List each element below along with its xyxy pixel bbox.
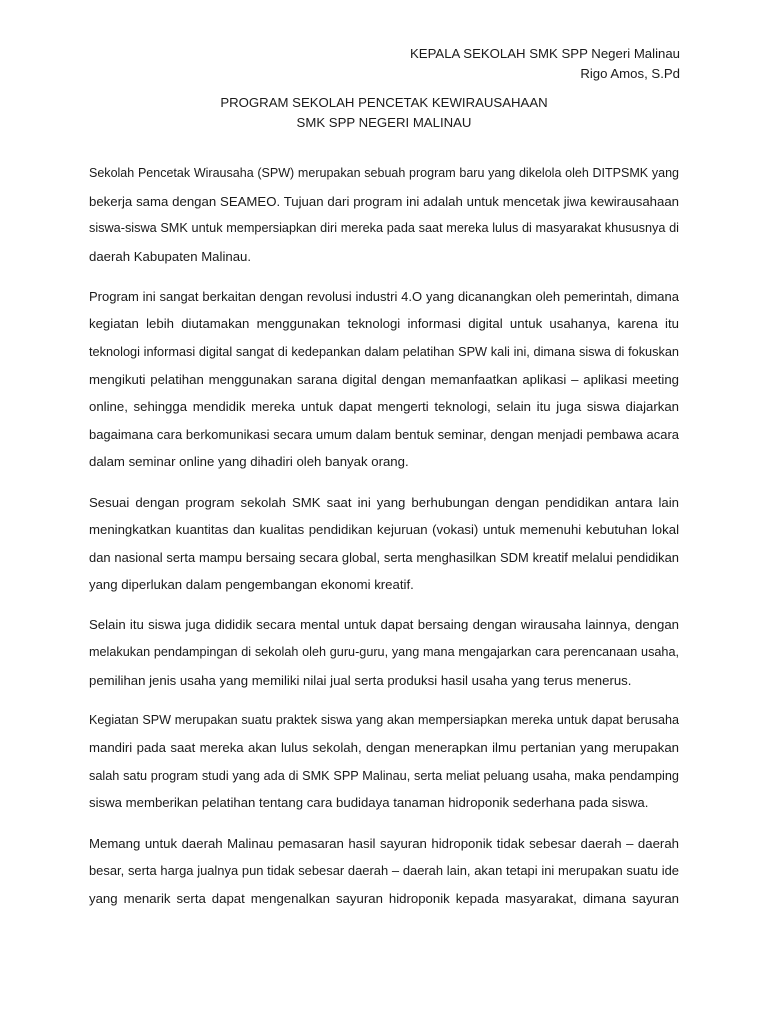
principal-title: KEPALA SEKOLAH SMK SPP Negeri Malinau [410,46,680,61]
text-line: teknologi informasi digital sangat di kedepankan dalam pelatihan SPW kali ini, dimana siswa di fokuskan [89,344,679,360]
paragraph-4 [89,611,679,694]
text-line: mandiri pada saat mereka akan lulus sekolah, dengan menerapkan ilmu pertanian yang merupakan [89,740,679,756]
text-line: siswa memberikan pelatihan tentang cara budidaya tanaman hidroponik sederhana pada siswa. [89,795,649,811]
text-line: dalam seminar online yang dihadiri oleh banyak orang. [89,454,409,470]
text-line: yang diperlukan dalam pengembangan ekonomi kreatif. [89,577,414,593]
text-line: bekerja sama dengan SEAMEO. Tujuan dari program ini adalah untuk mencetak jiwa kewirausahaan [89,193,679,209]
text-line: yang menarik serta dapat mengenalkan sayuran hidroponik kepada masyarakat, dimana sayuran [89,890,679,906]
text-line: Sekolah Pencetak Wirausaha (SPW) merupakan sebuah program baru yang dikelola oleh DITPSMK yang [89,166,679,180]
text-line: Memang untuk daerah Malinau pemasaran hasil sayuran hidroponik tidak sebesar daerah – daerah [89,835,679,851]
paragraph-3 [89,489,679,599]
paragraph-5 [89,707,679,817]
text-line: daerah Kabupaten Malinau. [89,248,252,264]
text-line: kegiatan lebih diutamakan menggunakan teknologi informasi digital untuk usahanya, karena itu [89,316,679,332]
paragraph-1 [89,160,679,270]
document-body [89,160,679,925]
document-title [0,93,768,133]
letterhead [410,44,680,84]
text-line: salah satu program studi yang ada di SMK SPP Malinau, serta meliat peluang usaha, maka pendamping [89,767,679,783]
text-line: bagaimana cara berkomunikasi secara umum dalam bentuk seminar, dengan menjadi pembawa acara [89,426,679,442]
text-line: Sesuai dengan program sekolah SMK saat ini yang berhubungan dengan pendidikan antara lain [89,494,679,510]
text-line: pemilihan jenis usaha yang memiliki nilai jual serta produksi hasil usaha yang terus menerus. [89,672,632,688]
text-line: meningkatkan kuantitas dan kualitas pendidikan kejuruan (vokasi) untuk memenuhi kebutuhan lokal [89,522,679,538]
text-line: Selain itu siswa juga dididik secara mental untuk dapat bersaing dengan wirausaha lainnya, dengan [89,617,679,633]
text-line: dan nasional serta mampu bersaing secara global, serta menghasilkan SDM kreatif melalui pendidikan [89,549,679,565]
text-line: siswa-siswa SMK untuk mempersiapkan diri mereka pada saat mereka lulus di masyarakat khususnya di [89,221,679,236]
title-line-1: PROGRAM SEKOLAH PENCETAK KEWIRAUSAHAAN [220,95,548,110]
principal-name: Rigo Amos, S.Pd [580,66,680,81]
text-line: melakukan pendampingan di sekolah oleh guru-guru, yang mana mengajarkan cara perencanaan usaha, [89,645,679,659]
text-line: Program ini sangat berkaitan dengan revolusi industri 4.O yang dicanangkan oleh pemerintah, dimana [89,288,679,304]
text-line: Kegiatan SPW merupakan suatu praktek siswa yang akan mempersiapkan mereka untuk dapat berusaha [89,712,679,727]
title-line-2: SMK SPP NEGERI MALINAU [296,115,472,130]
paragraph-2 [89,283,679,476]
text-line: besar, serta harga jualnya pun tidak sebesar daerah – daerah lain, akan tetapi ini merupakan suatu ide [89,863,679,879]
text-line: online, sehingga mendidik mereka untuk dapat mengerti teknologi, selain itu juga siswa diajarkan [89,399,679,415]
text-line: mengikuti pelatihan menggunakan sarana digital dengan memanfaatkan aplikasi – aplikasi meeting [89,371,679,387]
paragraph-6 [89,830,679,913]
